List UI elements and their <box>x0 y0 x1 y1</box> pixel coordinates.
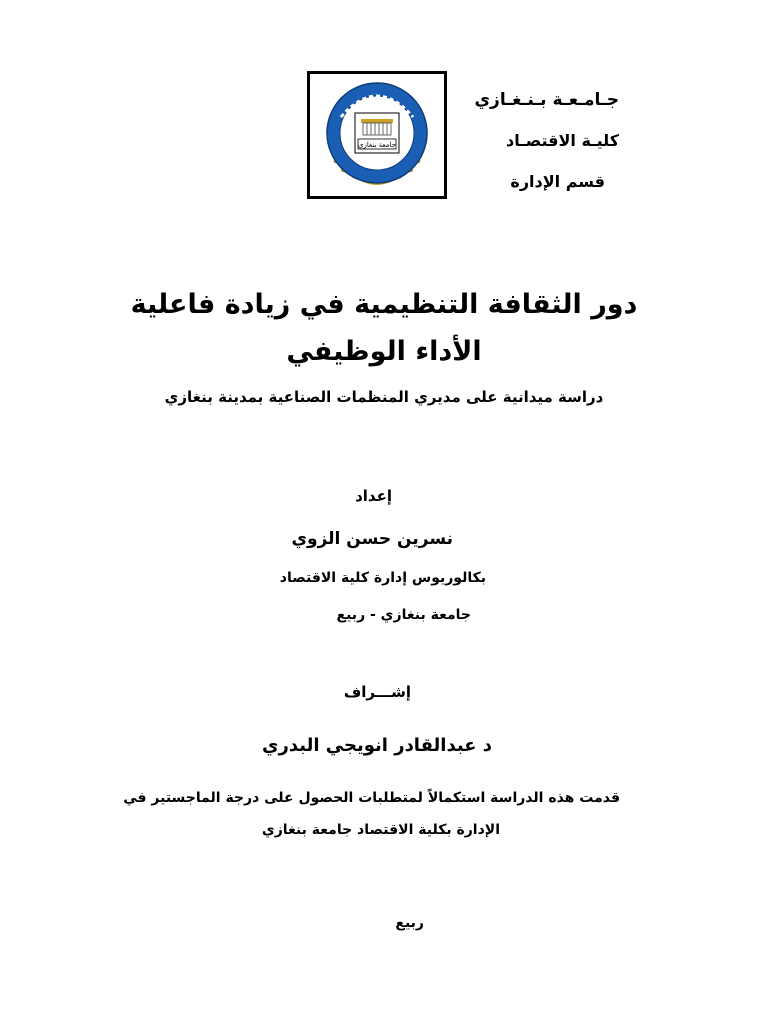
supervision-label: إشـــراف <box>343 683 411 701</box>
footer-season: ربيع <box>395 915 424 931</box>
author-degree: بكالوريوس إدارة كلية الاقتصاد <box>279 570 486 586</box>
logo-frame <box>307 71 447 199</box>
submission-line1: قدمت هذه الدراسة استكمالاً لمتطلبات الحصول على درجة الماجستير في <box>123 790 620 806</box>
seal-inner-text: جامعة بنغازي <box>358 141 396 149</box>
author-name: نسرين حسن الزوي <box>291 529 453 549</box>
university-seal-logo <box>313 77 441 193</box>
thesis-subtitle: دراسة ميدانية على مديري المنظمات الصناعية بمدينة بنغازي <box>164 388 604 406</box>
thesis-title-line1: دور الثقافة التنظيمية في زيادة فاعلية <box>130 289 638 320</box>
university-name: جـامـعـة بـنـغـازي <box>474 90 619 110</box>
department-name: قسم الإدارة <box>510 172 605 191</box>
submission-line2: الإدارة بكلية الاقتصاد جامعة بنغازي <box>261 822 500 838</box>
faculty-name: كليـة الاقتصـاد <box>506 131 619 150</box>
author-university-season: جامعة بنغازي - ربيع <box>336 607 471 623</box>
supervisor-name: د عبدالقادر انويجي البدري <box>261 735 492 756</box>
building-icon <box>361 119 393 135</box>
preparation-label: إعداد <box>355 487 392 505</box>
thesis-title-line2: الأداء الوظيفي <box>286 336 482 367</box>
